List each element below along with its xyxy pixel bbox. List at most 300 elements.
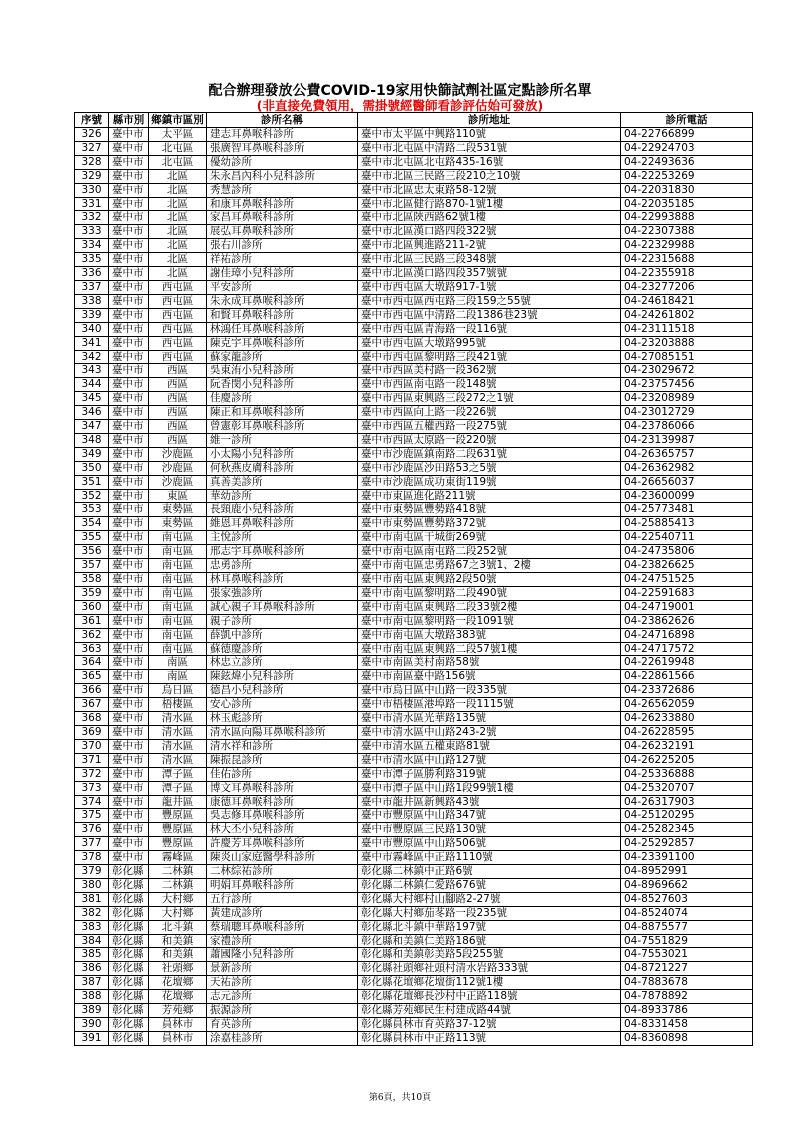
row-township: 北斗鎮 — [149, 920, 207, 934]
table-row — [75, 461, 753, 475]
table-row — [75, 1018, 753, 1032]
row-clinic-phone: 04-26232191 — [621, 739, 753, 753]
table-row — [75, 350, 753, 364]
row-clinic-address: 彰化縣和美鎮彰美路5段255號 — [358, 948, 621, 962]
row-seq: 359 — [75, 586, 109, 600]
row-clinic-phone: 04-22031830 — [621, 183, 753, 197]
row-seq: 373 — [75, 781, 109, 795]
row-clinic-name: 優幼診所 — [207, 155, 358, 169]
page-number: 第6頁，共10頁 — [368, 1093, 432, 1103]
table-row — [75, 865, 753, 879]
row-county: 臺中市 — [109, 725, 149, 739]
row-county: 臺中市 — [109, 712, 149, 726]
header-township: 鄉鎮市區別 — [149, 113, 207, 128]
row-county: 彰化縣 — [109, 934, 149, 948]
row-seq: 378 — [75, 851, 109, 865]
row-township: 員林市 — [149, 1031, 207, 1045]
row-seq: 384 — [75, 934, 109, 948]
row-seq: 368 — [75, 712, 109, 726]
clinic-table — [74, 112, 753, 1046]
row-clinic-phone: 04-26362982 — [621, 461, 753, 475]
table-row — [75, 1031, 753, 1045]
row-clinic-address: 臺中市西區東興路三段272之1號 — [358, 392, 621, 406]
row-county: 臺中市 — [109, 267, 149, 281]
row-clinic-address: 臺中市西屯區大墩路995號 — [358, 336, 621, 350]
row-clinic-address: 彰化縣和美鎮仁美路186號 — [358, 934, 621, 948]
row-clinic-address: 臺中市沙鹿區成功東街119號 — [358, 475, 621, 489]
row-clinic-phone: 04-22493636 — [621, 155, 753, 169]
row-township: 北區 — [149, 267, 207, 281]
row-township: 西區 — [149, 364, 207, 378]
row-clinic-phone: 04-22766899 — [621, 128, 753, 142]
row-clinic-name: 陳正和耳鼻喉科診所 — [207, 406, 358, 420]
row-township: 豐原區 — [149, 823, 207, 837]
row-seq: 340 — [75, 322, 109, 336]
row-township: 豐原區 — [149, 809, 207, 823]
row-seq: 366 — [75, 684, 109, 698]
row-township: 二林鎮 — [149, 865, 207, 879]
row-seq: 334 — [75, 239, 109, 253]
row-county: 臺中市 — [109, 211, 149, 225]
table-row — [75, 141, 753, 155]
row-township: 社頭鄉 — [149, 962, 207, 976]
row-county: 彰化縣 — [109, 1031, 149, 1045]
row-clinic-name: 維恩耳鼻喉科診所 — [207, 517, 358, 531]
row-township: 花壇鄉 — [149, 990, 207, 1004]
row-clinic-phone: 04-26656037 — [621, 475, 753, 489]
row-clinic-address: 彰化縣花壇鄉花壇街112號1樓 — [358, 976, 621, 990]
row-clinic-address: 臺中市太平區中興路110號 — [358, 128, 621, 142]
row-clinic-name: 謝佳璋小兒科診所 — [207, 267, 358, 281]
table-header-row — [75, 113, 753, 128]
table-row — [75, 280, 753, 294]
row-clinic-address: 臺中市西區太原路一段220號 — [358, 433, 621, 447]
row-township: 東勢區 — [149, 517, 207, 531]
row-clinic-name: 五行診所 — [207, 892, 358, 906]
row-seq: 361 — [75, 614, 109, 628]
row-county: 彰化縣 — [109, 865, 149, 879]
row-seq: 352 — [75, 489, 109, 503]
row-clinic-address: 臺中市清水區中山路127號 — [358, 753, 621, 767]
row-clinic-address: 臺中市北區健行路870-1號1樓 — [358, 197, 621, 211]
row-township: 北屯區 — [149, 141, 207, 155]
row-clinic-name: 主悅診所 — [207, 531, 358, 545]
row-seq: 372 — [75, 767, 109, 781]
row-clinic-address: 臺中市北區興進路211-2號 — [358, 239, 621, 253]
row-clinic-phone: 04-22355918 — [621, 267, 753, 281]
row-clinic-name: 親子診所 — [207, 614, 358, 628]
row-county: 臺中市 — [109, 628, 149, 642]
row-clinic-phone: 04-8360898 — [621, 1031, 753, 1045]
row-seq: 343 — [75, 364, 109, 378]
row-clinic-address: 臺中市豐原區中山路347號 — [358, 809, 621, 823]
table-row — [75, 962, 753, 976]
row-clinic-phone: 04-24716898 — [621, 628, 753, 642]
table-row — [75, 447, 753, 461]
row-county: 彰化縣 — [109, 892, 149, 906]
row-township: 東區 — [149, 489, 207, 503]
row-county: 臺中市 — [109, 573, 149, 587]
row-clinic-phone: 04-25282345 — [621, 823, 753, 837]
row-clinic-phone: 04-22993888 — [621, 211, 753, 225]
row-seq: 326 — [75, 128, 109, 142]
row-clinic-name: 朱永昌內科小兒科診所 — [207, 169, 358, 183]
table-row — [75, 1004, 753, 1018]
row-county: 彰化縣 — [109, 1018, 149, 1032]
row-clinic-phone: 04-26365757 — [621, 447, 753, 461]
row-seq: 367 — [75, 698, 109, 712]
table-row — [75, 531, 753, 545]
row-township: 南屯區 — [149, 545, 207, 559]
row-clinic-address: 臺中市南屯區干城街269號 — [358, 531, 621, 545]
row-township: 梧棲區 — [149, 698, 207, 712]
row-county: 臺中市 — [109, 698, 149, 712]
row-township: 北區 — [149, 183, 207, 197]
row-clinic-name: 和康耳鼻喉科診所 — [207, 197, 358, 211]
row-clinic-address: 臺中市南屯區黎明路一段1091號 — [358, 614, 621, 628]
table-row — [75, 420, 753, 434]
row-township: 北區 — [149, 211, 207, 225]
row-county: 臺中市 — [109, 239, 149, 253]
row-county: 臺中市 — [109, 614, 149, 628]
row-county: 臺中市 — [109, 781, 149, 795]
row-clinic-address: 臺中市梧棲區港埠路一段1115號 — [358, 698, 621, 712]
row-seq: 369 — [75, 725, 109, 739]
row-township: 大村鄉 — [149, 892, 207, 906]
table-row — [75, 169, 753, 183]
row-clinic-name: 佳慶診所 — [207, 392, 358, 406]
row-county: 臺中市 — [109, 503, 149, 517]
row-clinic-phone: 04-23391100 — [621, 851, 753, 865]
row-clinic-phone: 04-8969662 — [621, 878, 753, 892]
row-clinic-name: 朱永成耳鼻喉科診所 — [207, 294, 358, 308]
row-clinic-name: 小太陽小兒科診所 — [207, 447, 358, 461]
row-county: 臺中市 — [109, 600, 149, 614]
row-clinic-name: 二林綜祐診所 — [207, 865, 358, 879]
row-township: 和美鎮 — [149, 934, 207, 948]
row-township: 沙鹿區 — [149, 461, 207, 475]
row-clinic-phone: 04-25773481 — [621, 503, 753, 517]
row-clinic-address: 臺中市南區美村南路58號 — [358, 656, 621, 670]
row-county: 臺中市 — [109, 767, 149, 781]
row-clinic-address: 臺中市東區進化路211號 — [358, 489, 621, 503]
row-county: 臺中市 — [109, 684, 149, 698]
row-county: 臺中市 — [109, 489, 149, 503]
table-row — [75, 670, 753, 684]
row-county: 臺中市 — [109, 308, 149, 322]
row-clinic-address: 彰化縣芳苑鄉民生村建成路44號 — [358, 1004, 621, 1018]
row-county: 臺中市 — [109, 128, 149, 142]
header-county: 縣市別 — [109, 113, 149, 128]
row-county: 臺中市 — [109, 155, 149, 169]
table-row — [75, 545, 753, 559]
row-clinic-phone: 04-23111518 — [621, 322, 753, 336]
row-township: 沙鹿區 — [149, 475, 207, 489]
row-seq: 358 — [75, 573, 109, 587]
row-clinic-address: 臺中市南屯區黎明路二段490號 — [358, 586, 621, 600]
row-clinic-name: 黃建成診所 — [207, 906, 358, 920]
row-clinic-name: 秀慧診所 — [207, 183, 358, 197]
row-seq: 362 — [75, 628, 109, 642]
table-row — [75, 128, 753, 142]
row-clinic-address: 彰化縣員林市中正路113號 — [358, 1031, 621, 1045]
row-clinic-name: 家昌耳鼻喉科診所 — [207, 211, 358, 225]
row-clinic-name: 阮香閔小兒科診所 — [207, 378, 358, 392]
row-county: 臺中市 — [109, 739, 149, 753]
row-clinic-phone: 04-22315688 — [621, 253, 753, 267]
table-row — [75, 698, 753, 712]
row-seq: 348 — [75, 433, 109, 447]
row-county: 彰化縣 — [109, 976, 149, 990]
row-township: 南區 — [149, 670, 207, 684]
table-row — [75, 586, 753, 600]
table-body — [75, 128, 753, 1046]
table-row — [75, 990, 753, 1004]
row-clinic-phone: 04-22924703 — [621, 141, 753, 155]
row-township: 潭子區 — [149, 781, 207, 795]
table-row — [75, 322, 753, 336]
row-clinic-name: 和賢耳鼻喉科診所 — [207, 308, 358, 322]
row-seq: 344 — [75, 378, 109, 392]
row-county: 臺中市 — [109, 559, 149, 573]
row-county: 臺中市 — [109, 837, 149, 851]
row-township: 南屯區 — [149, 600, 207, 614]
table-row — [75, 211, 753, 225]
row-township: 南屯區 — [149, 573, 207, 587]
table-row — [75, 934, 753, 948]
row-township: 和美鎮 — [149, 948, 207, 962]
row-clinic-name: 陳炎山家庭醫學科診所 — [207, 851, 358, 865]
row-clinic-name: 家禮診所 — [207, 934, 358, 948]
row-county: 臺中市 — [109, 280, 149, 294]
row-clinic-name: 誠心親子耳鼻喉科診所 — [207, 600, 358, 614]
row-clinic-phone: 04-22540711 — [621, 531, 753, 545]
row-township: 花壇鄉 — [149, 976, 207, 990]
table-row — [75, 781, 753, 795]
row-clinic-name: 陳振昆診所 — [207, 753, 358, 767]
row-clinic-phone: 04-7551829 — [621, 934, 753, 948]
row-clinic-name: 何秋燕皮膚科診所 — [207, 461, 358, 475]
row-township: 霧峰區 — [149, 851, 207, 865]
row-county: 臺中市 — [109, 253, 149, 267]
row-clinic-phone: 04-26225205 — [621, 753, 753, 767]
table-row — [75, 225, 753, 239]
row-township: 北區 — [149, 239, 207, 253]
row-clinic-name: 清水區向陽耳鼻喉科診所 — [207, 725, 358, 739]
header-clinic-address: 診所地址 — [358, 113, 621, 128]
table-row — [75, 642, 753, 656]
row-county: 臺中市 — [109, 169, 149, 183]
table-row — [75, 197, 753, 211]
row-county: 臺中市 — [109, 670, 149, 684]
row-seq: 357 — [75, 559, 109, 573]
row-county: 臺中市 — [109, 141, 149, 155]
row-clinic-address: 臺中市北屯區中清路二段531號 — [358, 141, 621, 155]
row-county: 彰化縣 — [109, 948, 149, 962]
row-clinic-phone: 04-23208989 — [621, 392, 753, 406]
row-clinic-name: 平安診所 — [207, 280, 358, 294]
row-township: 西屯區 — [149, 322, 207, 336]
row-seq: 390 — [75, 1018, 109, 1032]
row-seq: 337 — [75, 280, 109, 294]
row-clinic-name: 德昌小兒科診所 — [207, 684, 358, 698]
row-county: 臺中市 — [109, 461, 149, 475]
row-clinic-name: 展弘耳鼻喉科診所 — [207, 225, 358, 239]
row-county: 彰化縣 — [109, 906, 149, 920]
table-row — [75, 378, 753, 392]
row-seq: 329 — [75, 169, 109, 183]
row-township: 芳苑鄉 — [149, 1004, 207, 1018]
row-county: 臺中市 — [109, 350, 149, 364]
row-clinic-phone: 04-23757456 — [621, 378, 753, 392]
row-county: 臺中市 — [109, 823, 149, 837]
row-county: 臺中市 — [109, 197, 149, 211]
row-clinic-address: 臺中市清水區中山路243-2號 — [358, 725, 621, 739]
row-clinic-address: 臺中市北區忠太東路58-12號 — [358, 183, 621, 197]
row-clinic-phone: 04-8331458 — [621, 1018, 753, 1032]
row-clinic-address: 彰化縣社頭鄉社頭村清水岩路333號 — [358, 962, 621, 976]
row-clinic-name: 維一診所 — [207, 433, 358, 447]
row-clinic-name: 安心診所 — [207, 698, 358, 712]
row-county: 臺中市 — [109, 545, 149, 559]
row-seq: 335 — [75, 253, 109, 267]
table-row — [75, 308, 753, 322]
row-clinic-phone: 04-8721227 — [621, 962, 753, 976]
row-township: 北區 — [149, 169, 207, 183]
row-township: 南屯區 — [149, 559, 207, 573]
row-clinic-phone: 04-8933786 — [621, 1004, 753, 1018]
row-clinic-address: 臺中市豐原區中山路506號 — [358, 837, 621, 851]
row-township: 沙鹿區 — [149, 447, 207, 461]
row-township: 烏日區 — [149, 684, 207, 698]
row-clinic-phone: 04-24717572 — [621, 642, 753, 656]
table-row — [75, 892, 753, 906]
row-seq: 375 — [75, 809, 109, 823]
row-township: 西屯區 — [149, 280, 207, 294]
row-clinic-name: 真善美診所 — [207, 475, 358, 489]
row-seq: 386 — [75, 962, 109, 976]
row-clinic-address: 臺中市西區向上路一段226號 — [358, 406, 621, 420]
row-clinic-phone: 04-22329988 — [621, 239, 753, 253]
row-clinic-name: 林大丕小兒科診所 — [207, 823, 358, 837]
row-seq: 351 — [75, 475, 109, 489]
row-clinic-phone: 04-8875577 — [621, 920, 753, 934]
table-row — [75, 489, 753, 503]
row-clinic-phone: 04-8524074 — [621, 906, 753, 920]
table-row — [75, 253, 753, 267]
row-clinic-address: 臺中市潭子區中山路1段99號1樓 — [358, 781, 621, 795]
table-row — [75, 712, 753, 726]
table-row — [75, 976, 753, 990]
table-row — [75, 628, 753, 642]
row-clinic-name: 許慶芳耳鼻喉科診所 — [207, 837, 358, 851]
row-township: 南區 — [149, 656, 207, 670]
row-clinic-phone: 04-23277206 — [621, 280, 753, 294]
row-township: 北區 — [149, 197, 207, 211]
row-township: 清水區 — [149, 712, 207, 726]
row-clinic-name: 林忠立診所 — [207, 656, 358, 670]
row-clinic-phone: 04-22253269 — [621, 169, 753, 183]
row-seq: 349 — [75, 447, 109, 461]
row-seq: 339 — [75, 308, 109, 322]
row-seq: 382 — [75, 906, 109, 920]
row-township: 南屯區 — [149, 628, 207, 642]
row-seq: 376 — [75, 823, 109, 837]
row-clinic-address: 臺中市南屯區東興路2段50號 — [358, 573, 621, 587]
row-clinic-name: 蔡瑞聰耳鼻喉科診所 — [207, 920, 358, 934]
row-clinic-name: 蘇家龍診所 — [207, 350, 358, 364]
row-clinic-name: 天祐診所 — [207, 976, 358, 990]
header-seq: 序號 — [75, 113, 109, 128]
row-clinic-address: 臺中市南屯區東興路二段57號1樓 — [358, 642, 621, 656]
row-township: 清水區 — [149, 739, 207, 753]
table-row — [75, 392, 753, 406]
row-township: 清水區 — [149, 725, 207, 739]
row-clinic-address: 臺中市沙鹿區沙田路53之5號 — [358, 461, 621, 475]
row-township: 太平區 — [149, 128, 207, 142]
row-seq: 354 — [75, 517, 109, 531]
table-row — [75, 809, 753, 823]
row-county: 臺中市 — [109, 517, 149, 531]
row-seq: 364 — [75, 656, 109, 670]
row-clinic-phone: 04-25320707 — [621, 781, 753, 795]
row-clinic-phone: 04-23600099 — [621, 489, 753, 503]
table-row — [75, 364, 753, 378]
row-clinic-address: 臺中市北區三民路三段348號 — [358, 253, 621, 267]
table-row — [75, 684, 753, 698]
row-clinic-name: 吳志修耳鼻喉科診所 — [207, 809, 358, 823]
row-county: 臺中市 — [109, 531, 149, 545]
row-county: 臺中市 — [109, 475, 149, 489]
row-clinic-name: 張廣智耳鼻喉科診所 — [207, 141, 358, 155]
page-title: 配合辦理發放公費COVID-19家用快篩試劑社區定點診所名單 — [208, 83, 592, 99]
row-clinic-phone: 04-24735806 — [621, 545, 753, 559]
row-clinic-address: 臺中市西屯區大墩路917-1號 — [358, 280, 621, 294]
row-township: 清水區 — [149, 753, 207, 767]
row-clinic-name: 康德耳鼻喉科診所 — [207, 795, 358, 809]
row-clinic-address: 彰化縣大村鄉村山腳路2-27號 — [358, 892, 621, 906]
row-clinic-phone: 04-27085151 — [621, 350, 753, 364]
row-clinic-address: 彰化縣北斗鎮中華路197號 — [358, 920, 621, 934]
table-row — [75, 837, 753, 851]
row-township: 潭子區 — [149, 767, 207, 781]
row-county: 彰化縣 — [109, 962, 149, 976]
row-county: 彰化縣 — [109, 990, 149, 1004]
row-clinic-phone: 04-26233880 — [621, 712, 753, 726]
row-county: 臺中市 — [109, 364, 149, 378]
row-clinic-name: 林鴻任耳鼻喉科診所 — [207, 322, 358, 336]
table-row — [75, 267, 753, 281]
row-clinic-name: 張家強診所 — [207, 586, 358, 600]
page-subtitle: (非直接免費領用，需掛號經醫師看診評估始可發放) — [256, 98, 544, 113]
row-clinic-address: 彰化縣二林鎮中正路6號 — [358, 865, 621, 879]
row-county: 臺中市 — [109, 420, 149, 434]
row-clinic-phone: 04-26228595 — [621, 725, 753, 739]
row-clinic-name: 忠勇診所 — [207, 559, 358, 573]
row-county: 臺中市 — [109, 433, 149, 447]
row-seq: 380 — [75, 878, 109, 892]
row-clinic-name: 振源診所 — [207, 1004, 358, 1018]
row-township: 南屯區 — [149, 642, 207, 656]
row-clinic-phone: 04-24261802 — [621, 308, 753, 322]
row-clinic-phone: 04-23203888 — [621, 336, 753, 350]
row-county: 臺中市 — [109, 336, 149, 350]
row-clinic-name: 長頸鹿小兒科診所 — [207, 503, 358, 517]
header-clinic-phone: 診所電話 — [621, 113, 753, 128]
row-clinic-phone: 04-25120295 — [621, 809, 753, 823]
row-clinic-address: 臺中市西區美村路一段362號 — [358, 364, 621, 378]
row-seq: 371 — [75, 753, 109, 767]
